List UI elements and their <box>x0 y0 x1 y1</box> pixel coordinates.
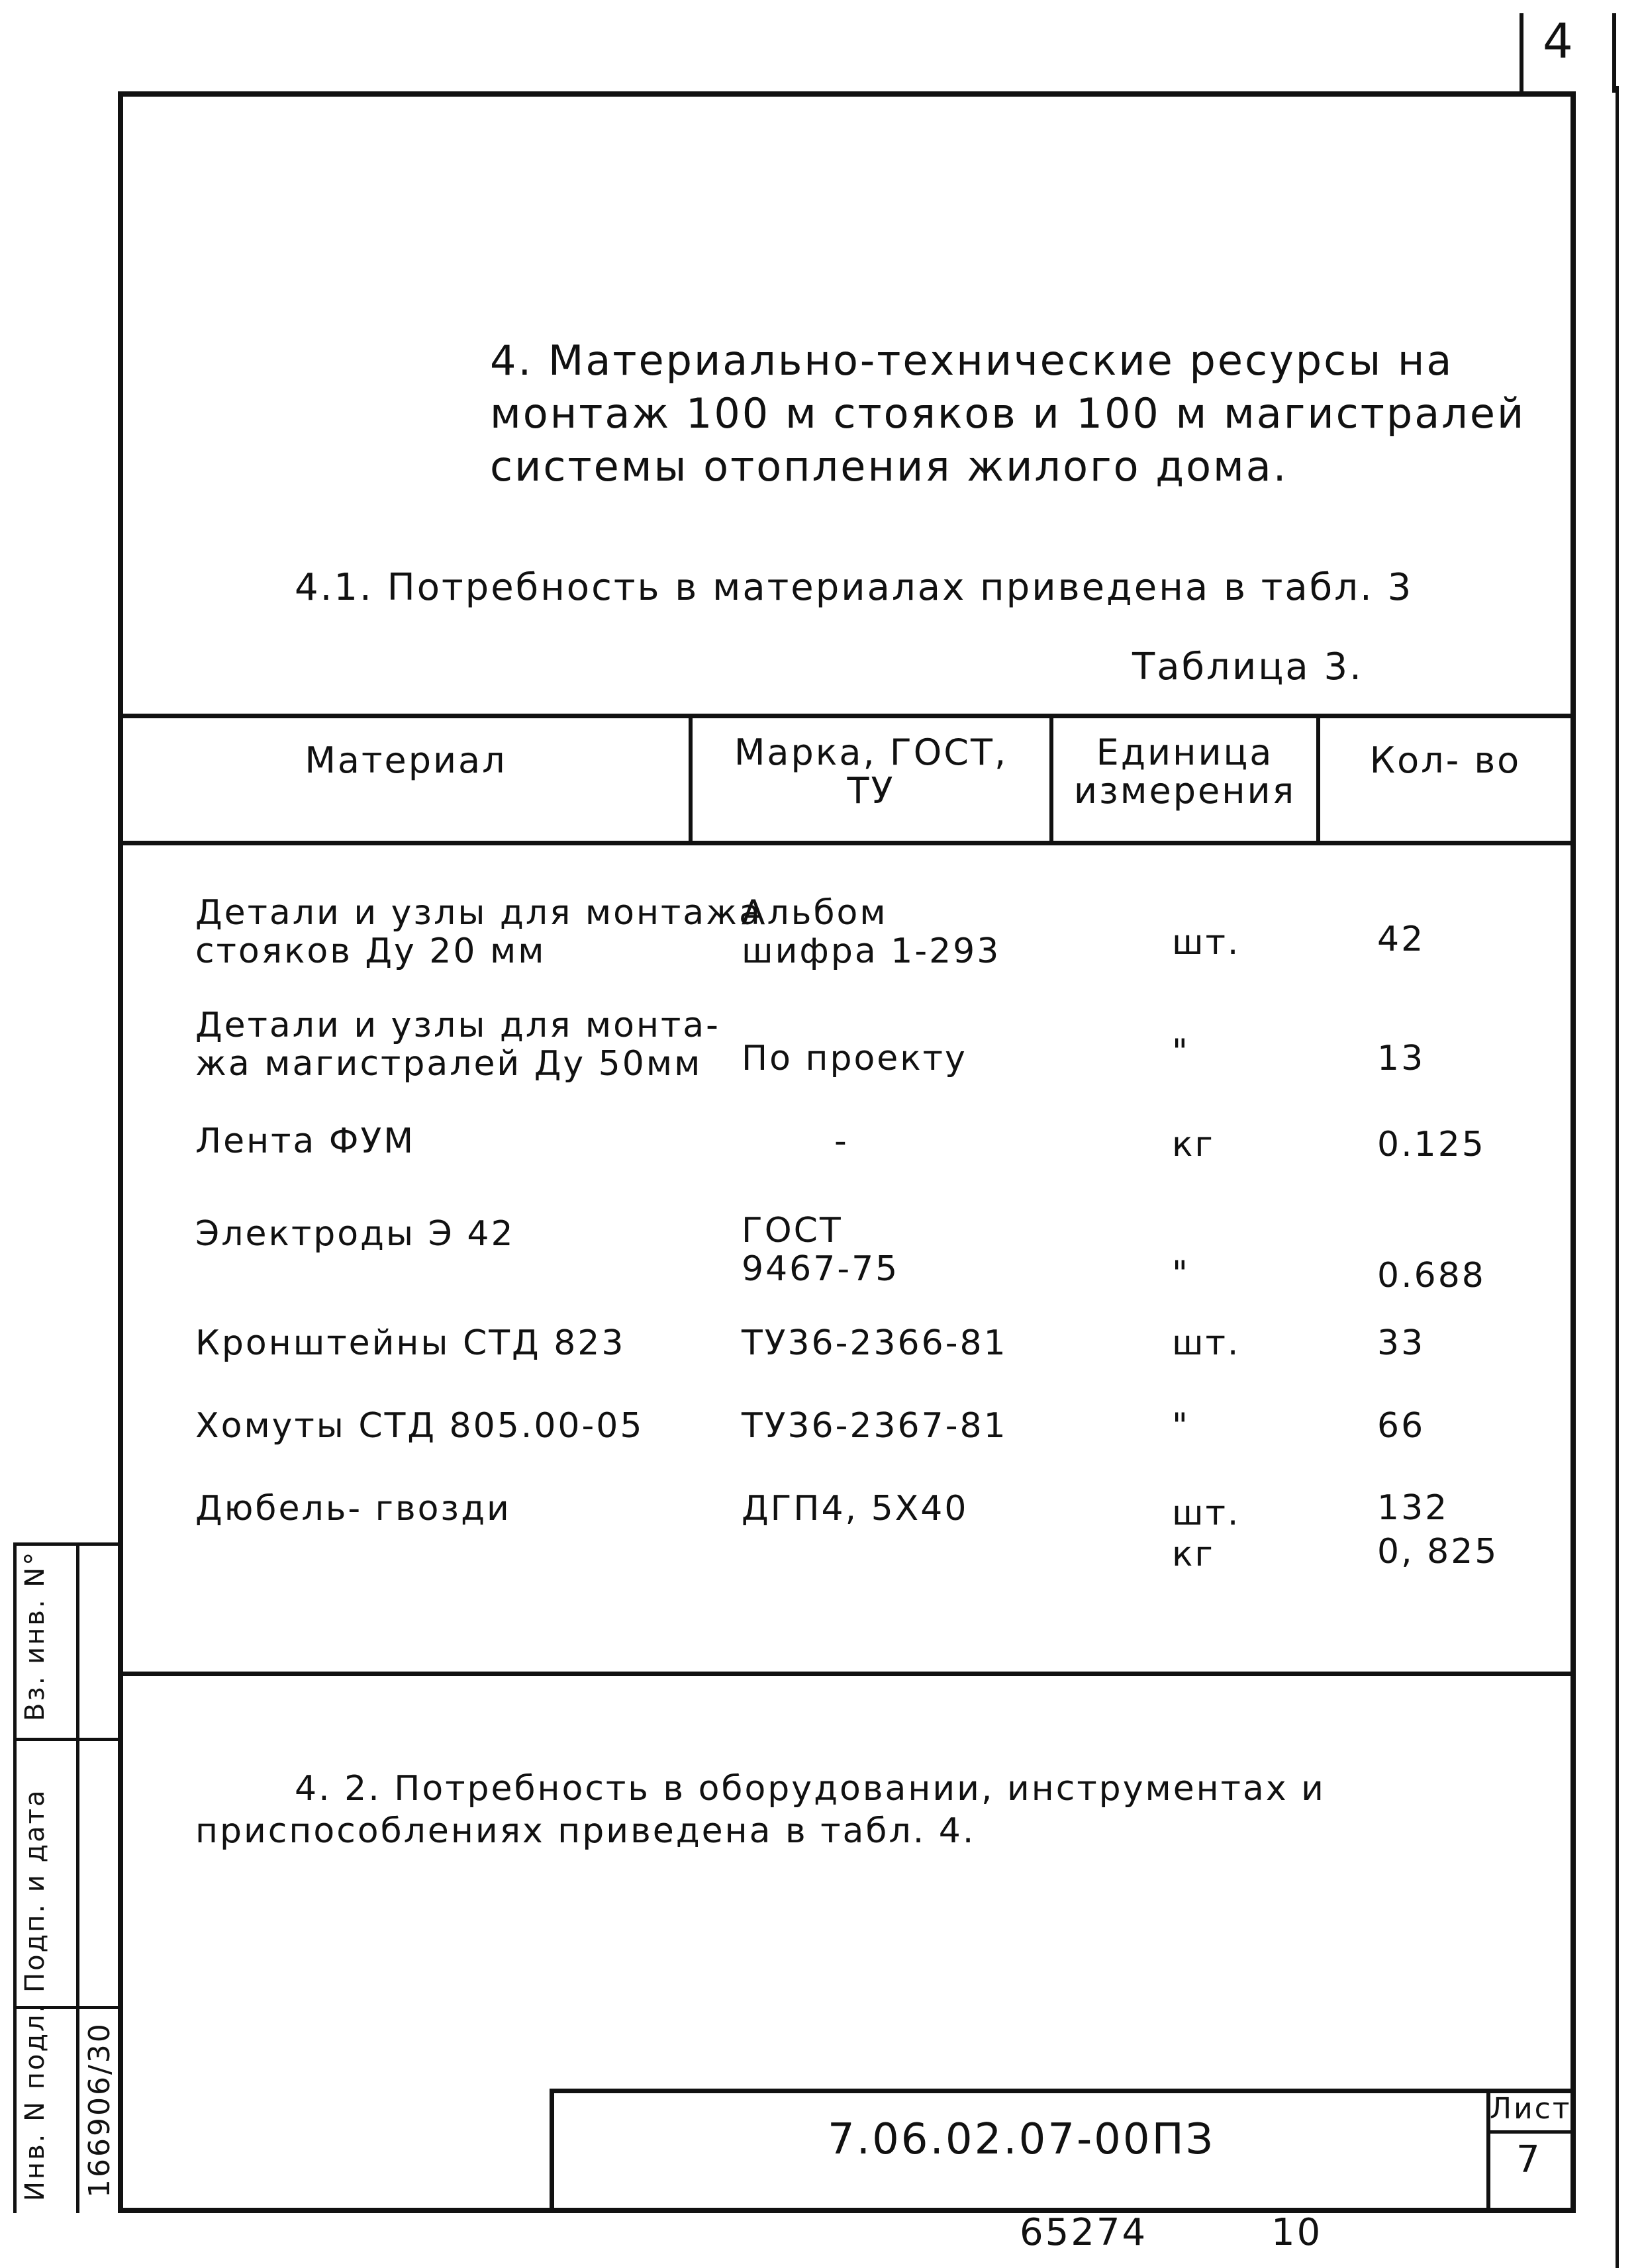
row-3-unit: кг <box>1172 1125 1215 1164</box>
row-1-material: Детали и узлы для монтажа стояков Ду 20 мм <box>195 893 762 971</box>
titleblock-left <box>550 2089 554 2211</box>
titleblock-top <box>550 2089 1576 2093</box>
row-4-unit: " <box>1172 1254 1190 1294</box>
sheet-label: Лист <box>1490 2092 1572 2126</box>
row-1-unit: шт. <box>1172 923 1241 963</box>
section-title: 4. Материально-технические ресурсы на монтаж 100 м стояков и 100 м магистралей системы отопления жилого дома. <box>490 336 1526 491</box>
row-5-unit: шт. <box>1172 1323 1241 1363</box>
row-7-material: Дюбель- гвозди <box>195 1489 511 1529</box>
row-6-qty: 66 <box>1377 1406 1425 1446</box>
paragraph-4-1: 4.1. Потребность в материалах приведена в табл. 3 <box>295 566 1414 609</box>
stamp-sign-date: Подп. и дата <box>20 1788 50 1993</box>
row-6-unit: " <box>1172 1406 1190 1446</box>
row-7-qty: 132 0, 825 <box>1377 1488 1499 1572</box>
stamp-vz-inv: Вз. инв. N° <box>20 1550 50 1721</box>
bottom-number-2: 10 <box>1271 2211 1323 2254</box>
row-1-gost: Альбом шифра 1-293 <box>742 893 1001 971</box>
header-unit: Единица измерения <box>1073 732 1296 812</box>
row-2-qty: 13 <box>1377 1039 1425 1078</box>
row-2-material: Детали и узлы для монта- жа магистралей Ду 50мм <box>195 1006 720 1084</box>
stamp-div-1 <box>13 1738 121 1741</box>
row-5-qty: 33 <box>1377 1323 1425 1363</box>
paragraph-4-2: 4. 2. Потребность в оборудовании, инструментах и приспособлениях приведена в табл. 4. <box>195 1769 1326 1851</box>
header-gost: Марка, ГОСТ, ТУ <box>734 732 1008 812</box>
row-2-unit: " <box>1172 1032 1190 1072</box>
row-4-qty: 0.688 <box>1377 1256 1486 1296</box>
row-4-material: Электроды Э 42 <box>195 1214 515 1254</box>
table-top-line <box>118 714 1576 718</box>
corner-box-right <box>1612 13 1616 93</box>
row-4-gost: ГОСТ 9467-75 <box>742 1211 900 1289</box>
stamp-inv-value: 166906/30 <box>83 2022 117 2198</box>
bottom-number: 65274 <box>1020 2211 1148 2254</box>
table-header-bottom-line <box>118 841 1576 845</box>
document-code: 7.06.02.07-00ПЗ <box>828 2115 1215 2164</box>
stamp-top-line <box>13 1542 121 1546</box>
corner-box-left <box>1520 13 1523 93</box>
row-6-gost: ТУ36-2367-81 <box>742 1406 1008 1446</box>
row-6-material: Хомуты СТД 805.00-05 <box>195 1406 644 1446</box>
row-3-qty: 0.125 <box>1377 1125 1486 1164</box>
corner-mark: 4 <box>1543 13 1575 69</box>
frame-top <box>118 91 1576 97</box>
frame-left <box>118 91 123 2213</box>
row-3-gost: - <box>834 1121 849 1161</box>
row-1-qty: 42 <box>1377 920 1425 959</box>
header-qty: Кол- во <box>1369 739 1521 781</box>
row-7-unit: шт. кг <box>1172 1493 1241 1574</box>
row-3-material: Лента ФУМ <box>195 1121 416 1161</box>
outer-right-edge <box>1616 86 1619 2268</box>
stamp-outer-line <box>13 1542 17 2213</box>
frame-bottom <box>118 2208 1576 2213</box>
stamp-inv-no: Инв. N подл. <box>20 2002 50 2201</box>
titleblock-sheet-hline <box>1486 2130 1576 2134</box>
table-caption: Таблица 3. <box>1132 645 1363 688</box>
stamp-inner-line <box>76 1542 79 2213</box>
frame-right <box>1570 91 1576 2213</box>
sheet-number: 7 <box>1516 2138 1542 2181</box>
table-bottom-line <box>118 1672 1576 1676</box>
row-5-material: Кронштейны СТД 823 <box>195 1323 626 1363</box>
row-5-gost: ТУ36-2366-81 <box>742 1323 1008 1363</box>
header-material: Материал <box>305 739 507 781</box>
row-7-gost: ДГП4, 5Х40 <box>742 1489 969 1529</box>
row-2-gost: По проекту <box>742 1039 967 1078</box>
